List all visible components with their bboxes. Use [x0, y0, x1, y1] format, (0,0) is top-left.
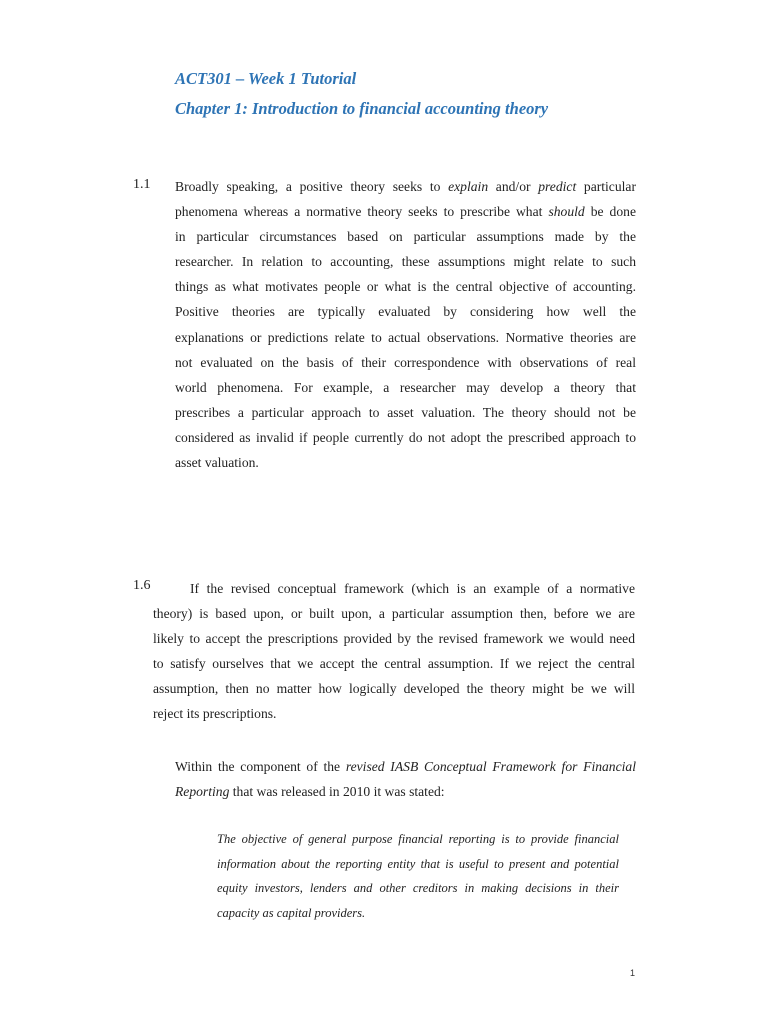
- framework-intro: [175, 754, 636, 804]
- answer-1-6-line-4: to satisfy ourselves that we accept the central assumption. If we reject the central: [153, 656, 635, 672]
- line-text: and/or: [488, 179, 539, 194]
- question-number-1-6: 1.6: [133, 578, 151, 593]
- line-text: be done: [584, 204, 636, 220]
- answer-paragraph-1-1: [175, 174, 636, 475]
- line-text: particular: [576, 179, 636, 194]
- answer-1-1-line-1: [175, 174, 636, 199]
- framework-title: Reporting: [175, 784, 230, 800]
- answer-1-6-line-5: assumption, then no matter how logically developed the theory might be we will: [153, 681, 635, 697]
- answer-1-1-line-10: prescribes a particular approach to asset valuation. The theory should not be: [175, 404, 636, 420]
- line-text: phenomena whereas a normative theory seeks to prescribe what: [175, 204, 549, 220]
- answer-1-1-line-5: things as what motivates people or what is the central objective of accounting.: [175, 279, 636, 295]
- answer-1-6-line-2: theory) is based upon, or built upon, a particular assumption then, before we are: [153, 606, 635, 622]
- answer-1-1-line-11: considered as invalid if people currently do not adopt the prescribed approach to: [175, 429, 636, 445]
- emphasis-explain: explain: [448, 179, 489, 194]
- line-text: that was released in 2010 it was stated:: [229, 784, 445, 800]
- answer-1-6-line-3: likely to accept the prescriptions provided by the revised framework we would need: [153, 631, 635, 647]
- document-title: ACT301 – Week 1 Tutorial: [175, 69, 357, 88]
- quote-line-2: information about the reporting entity that is useful to present and potential: [217, 856, 619, 871]
- answer-paragraph-1-6: [153, 576, 635, 727]
- answer-1-1-line-7: explanations or predictions relate to actual observations. Normative theories are: [175, 329, 636, 345]
- framework-title: revised IASB Conceptual Framework for Financial: [345, 759, 636, 774]
- question-number-1-1: 1.1: [133, 177, 151, 192]
- emphasis-should: should: [548, 204, 585, 220]
- quote-line-4: capacity as capital providers.: [217, 905, 366, 920]
- quote-line-3: equity investors, lenders and other creditors in making decisions in their: [217, 881, 619, 895]
- emphasis-predict: predict: [538, 179, 577, 194]
- answer-1-1-line-3: in particular circumstances based on particular assumptions made by the: [175, 229, 636, 245]
- answer-1-1-line-12: asset valuation.: [175, 455, 259, 471]
- page-number: 1: [630, 968, 636, 978]
- line-text: Broadly speaking, a positive theory seeks to: [175, 179, 449, 194]
- answer-1-1-line-6: Positive theories are typically evaluated by considering how well the: [175, 304, 636, 320]
- answer-1-1-line-9: world phenomena. For example, a researcher may develop a theory that: [175, 379, 636, 395]
- answer-1-1-line-8: not evaluated on the basis of their correspondence with observations of real: [175, 354, 636, 370]
- answer-1-6-line-6: reject its prescriptions.: [153, 706, 277, 722]
- answer-1-1-line-4: researcher. In relation to accounting, these assumptions might relate to such: [175, 254, 636, 270]
- framework-intro-line-1: [175, 754, 636, 779]
- block-quote: [217, 827, 619, 925]
- framework-intro-line-2: [175, 779, 636, 804]
- quote-line-1: The objective of general purpose financial reporting is to provide financial: [217, 832, 619, 846]
- line-text: Within the component of the: [175, 759, 346, 774]
- answer-1-1-line-2: [175, 199, 636, 224]
- chapter-heading: Chapter 1: Introduction to financial accounting theory: [175, 99, 549, 118]
- answer-1-6-line-1: If the revised conceptual framework (which is an example of a normative: [190, 581, 635, 596]
